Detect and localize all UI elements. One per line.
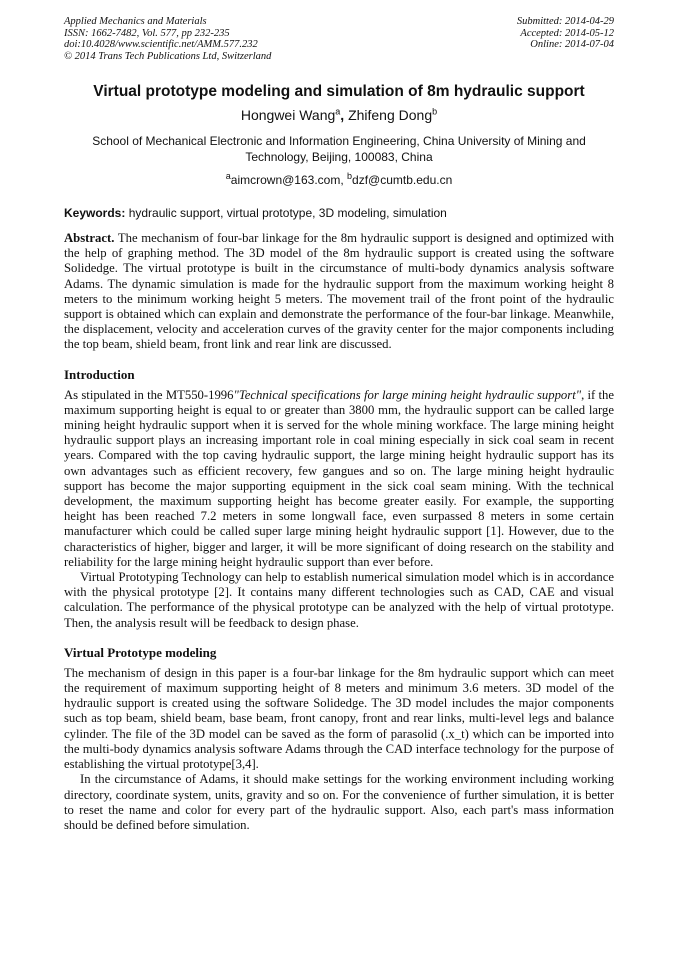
intro-p1-italic: "Technical specifications for large mining height hydraulic support"	[233, 387, 582, 402]
email-a-marker: a	[225, 171, 231, 181]
author-line	[64, 106, 614, 124]
submitted-date: Submitted: 2014-04-29	[516, 16, 614, 27]
keywords-label: Keywords:	[64, 206, 126, 220]
intro-paragraph-2: Virtual Prototyping Technology can help to establish numerical simulation model which is in accordance with the physical prototype [2]. It contains many different technologies such as CAD, CAE and visual calculation. The performance of the physical prototype can be analyzed with the help of virtual prototype. Then, the analysis result will be feedback to design phase.	[64, 570, 614, 630]
abstract-text: The mechanism of four-bar linkage for the 8m hydraulic support is designed and optimized with the help of graphing method. The 3D model of the 8m hydraulic support is created using the software Solidedge. The virtual prototype is built in the circumstance of multi-body dynamics analysis software Adams. The dynamic simulation is made for the hydraulic support from the maximum working height 8 meters to the minimum working height 5 meters. The movement trail of the front point of the hydraulic support is obtained which can explain and demonstrate the performance of the four-bar linkage. Meanwhile, the displacement, velocity and acceleration curves of the gravity center for the major components including the top beam, shield beam, front link and rear link are discussed.	[64, 231, 614, 352]
journal-doi: doi:10.4028/www.scientific.net/AMM.577.232	[64, 39, 258, 50]
author-2: Zhifeng Dong	[348, 107, 433, 123]
online-date: Online: 2014-07-04	[530, 39, 614, 50]
journal-header	[64, 16, 614, 62]
journal-info	[64, 16, 271, 62]
affiliation: School of Mechanical Electronic and Information Engineering, China University of Mining and Technology, Beijing, 100083, China	[92, 134, 586, 164]
email-a[interactable]: aimcrown@163.com,	[230, 173, 347, 187]
author-1-marker: a	[335, 106, 341, 117]
abstract	[64, 231, 614, 353]
email-b[interactable]: dzf@cumtb.edu.cn	[352, 173, 453, 187]
intro-paragraph-1	[64, 388, 614, 570]
keywords-text: hydraulic support, virtual prototype, 3D modeling, simulation	[125, 206, 447, 220]
intro-p1-pre: As stipulated in the MT550-1996	[64, 387, 234, 402]
introduction-heading: Introduction	[64, 366, 135, 382]
email-line	[64, 173, 614, 188]
paper-title: Virtual prototype modeling and simulation of 8m hydraulic support	[93, 83, 585, 100]
intro-p1-post: , if the maximum supporting height is equal to or greater than 3800 mm, the hydraulic support can be called large mining height hydraulic support when it is served for the whole mining workface. The large mining height hydraulic support plays an increasing important role in coal mining especially in sick coal seam in recent years. Compared with the top caving hydraulic support, the large mining height hydraulic support has its own advantages such as efficient recovery, few gangues and so on. The large mining height hydraulic support has become the major supporting equipment in the sick coal seam mining. With the technical development, the maximum supporting height has become greater easily. For example, the supporting height has been reached 7.2 meters in some longwall face, even surpassed 8 meters in some certain manufacturer which could be called super large mining height hydraulic support [1]. However, due to the characteristics of higher, bigger and larger, it will be more significant of doing research on the stability and reliability for the large mining height hydraulic support than ever before.	[64, 387, 614, 569]
keywords	[64, 206, 614, 221]
author-1: Hongwei Wang	[240, 107, 336, 123]
email-b-marker: b	[347, 171, 353, 181]
accepted-date: Accepted: 2014-05-12	[520, 27, 614, 39]
author-separator: ,	[340, 107, 349, 123]
journal-copyright: © 2014 Trans Tech Publications Ltd, Switzerland	[64, 50, 272, 62]
author-2-marker: b	[432, 106, 438, 117]
vp-paragraph-2: In the circumstance of Adams, it should make settings for the working environment including working directory, coordinate system, units, gravity and so on. For the convenience of further simulation, it is better to reset the name and color for every part of the hydraulic support. Also, each part's mass information should be defined before simulation.	[64, 772, 614, 832]
publication-dates	[517, 16, 614, 62]
vp-paragraph-1: The mechanism of design in this paper is a four-bar linkage for the 8m hydraulic support which can meet the requirement of maximum supporting height of 8 meters and minimum 3.6 meters. 3D model of the hydraulic support is created using the software Solidedge. The 3D model includes the major components such as top beam, shield beam, base beam, front canopy, front and rear links, multi-level legs and balance cylinder. The file of the 3D model can be saved as the form of parasolid (.x_t) which can be imported into the multi-body dynamics analysis software Adams through the CAD interface technology for the purpose of establishing the virtual prototype[3,4].	[64, 665, 614, 772]
abstract-label: Abstract.	[64, 231, 115, 245]
journal-issn: ISSN: 1662-7482, Vol. 577, pp 232-235	[64, 27, 230, 39]
vp-heading: Virtual Prototype modeling	[64, 644, 217, 660]
journal-name: Applied Mechanics and Materials	[64, 16, 207, 27]
